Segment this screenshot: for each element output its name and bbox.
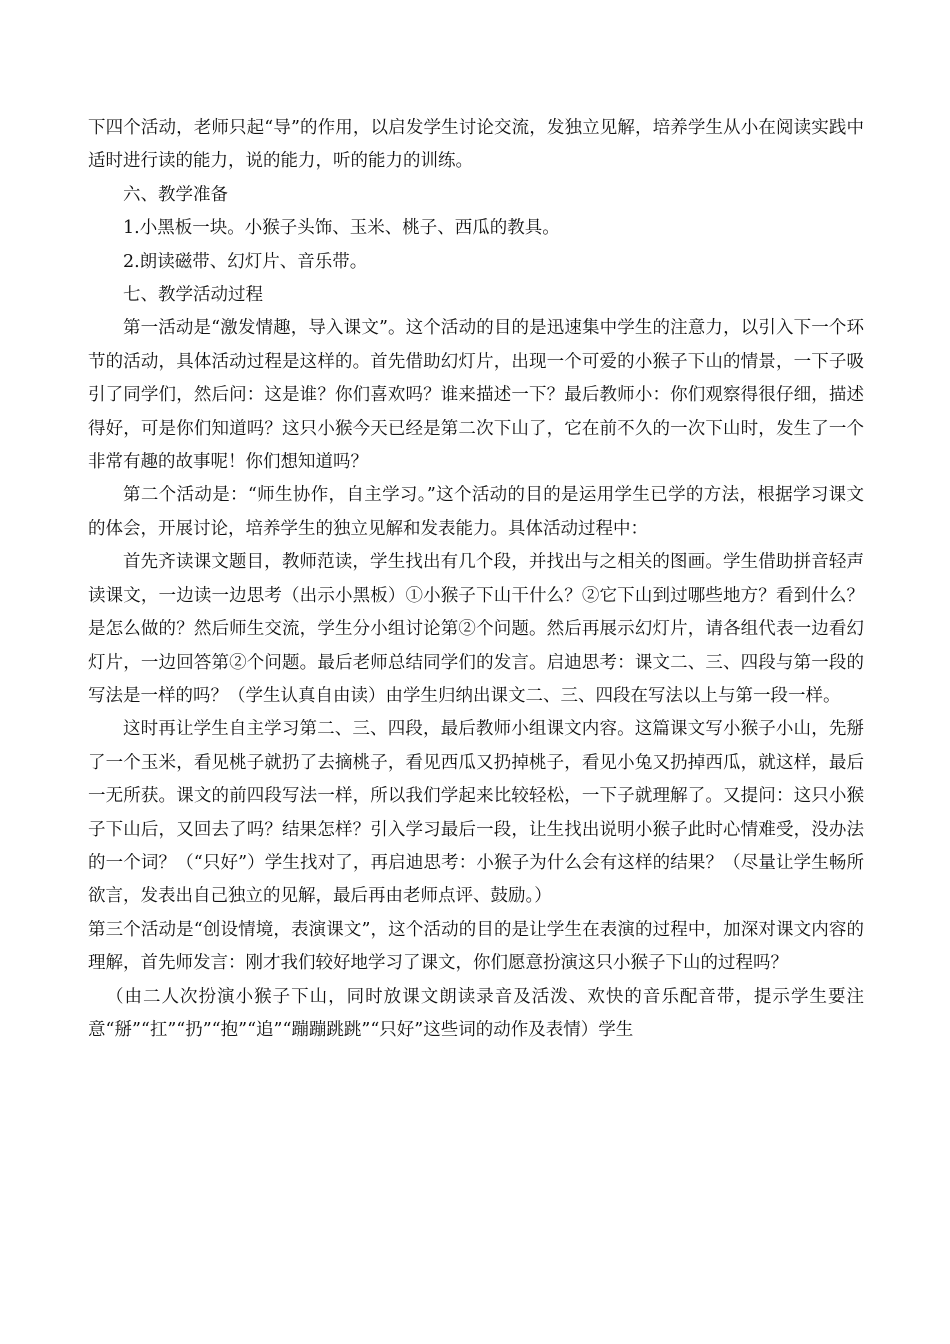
paragraph-self-study: 这时再让学生自主学习第二、三、四段，最后教师小组课文内容。这篇课文写小猴子小山，先掰了一个玉米，看见桃子就扔了去摘桃子，看见西瓜又扔掉桃子，看见小兔又扔掉西瓜，就这样，最后一无所获。课文的前四段写法一样，所以我们学起来比较轻松，一下子就理解了。又提问：这只小猴子下山后，又回去了吗？结果怎样？引入学习最后一段，让生找出说明小猴子此时心情难受，没办法的一个词？（“只好”）学生找对了，再启迪思考：小猴子为什么会有这样的结果？（尽量让学生畅所欲言，发表出自己独立的见解，最后再由老师点评、鼓励。） bbox=[88, 719, 864, 907]
paragraph-second-activity-detail: 首先齐读课文题目，教师范读，学生找出有几个段，并找出与之相关的图画。学生借助拼音轻声读课文，一边读一边思考（出示小黑板）①小猴子下山干什么？②它下山到过哪些地方？看到什么？是怎么做的？然后师生交流，学生分小组讨论第②个问题。然后再展示幻灯片，请各组代表一边看幻灯片，一边回答第②个问题。最后老师总结同学们的发言。启迪思考：课文二、三、四段与第一段的写法是一样的吗？（学生认真自由读）由学生归纳出课文二、三、四段在写法以上与第一段一样。 bbox=[88, 552, 864, 706]
paragraph-activity-summary: 下四个活动，老师只起“导”的作用，以启发学生讨论交流，发独立见解，培养学生从小在阅读实践中适时进行读的能力，说的能力，听的能力的训练。 bbox=[88, 118, 864, 172]
heading-teaching-process: 七、教学活动过程 bbox=[123, 285, 263, 306]
document-page bbox=[88, 112, 864, 1047]
paragraph-first-activity: 第一活动是“激发情趣，导入课文”。这个活动的目的是迅速集中学生的注意力，以引入下一个环节的活动，具体活动过程是这样的。首先借助幻灯片，出现一个可爱的小猴子下山的情景，一下子吸引了同学们，然后问：这是谁？你们喜欢吗？谁来描述一下？最后教师小：你们观察得很仔细，描述得好，可是你们知道吗？这只小猴今天已经是第二次下山了，它在前不久的一次下山时，发生了一个非常有趣的故事呢！你们想知道吗？ bbox=[88, 318, 864, 473]
paragraph-third-activity: 第三个活动是“创设情境，表演课文”，这个活动的目的是让学生在表演的过程中，加深对课文内容的理解，首先师发言：刚才我们较好地学习了课文，你们愿意扮演这只小猴子下山的过程吗？ bbox=[88, 919, 864, 974]
paragraph-performance: （由二人次扮演小猴子下山，同时放课文朗读录音及活泼、欢快的音乐配音带，提示学生要注意“掰”“扛”“扔”“抱”“追”“蹦蹦跳跳”“只好”这些词的动作及表情）学生 bbox=[88, 986, 864, 1040]
list-item-preparation-1: 1.小黑板一块。小猴子头饰、玉米、桃子、西瓜的教具。 bbox=[123, 218, 560, 239]
list-item-preparation-2: 2.朗读磁带、幻灯片、音乐带。 bbox=[123, 251, 368, 272]
heading-teaching-preparation: 六、教学准备 bbox=[123, 184, 228, 205]
paragraph-second-activity: 第二个活动是：“师生协作，自主学习。”这个活动的目的是运用学生已学的方法，根据学习课文的体会，开展讨论，培养学生的独立见解和发表能力。具体活动过程中： bbox=[88, 485, 864, 539]
